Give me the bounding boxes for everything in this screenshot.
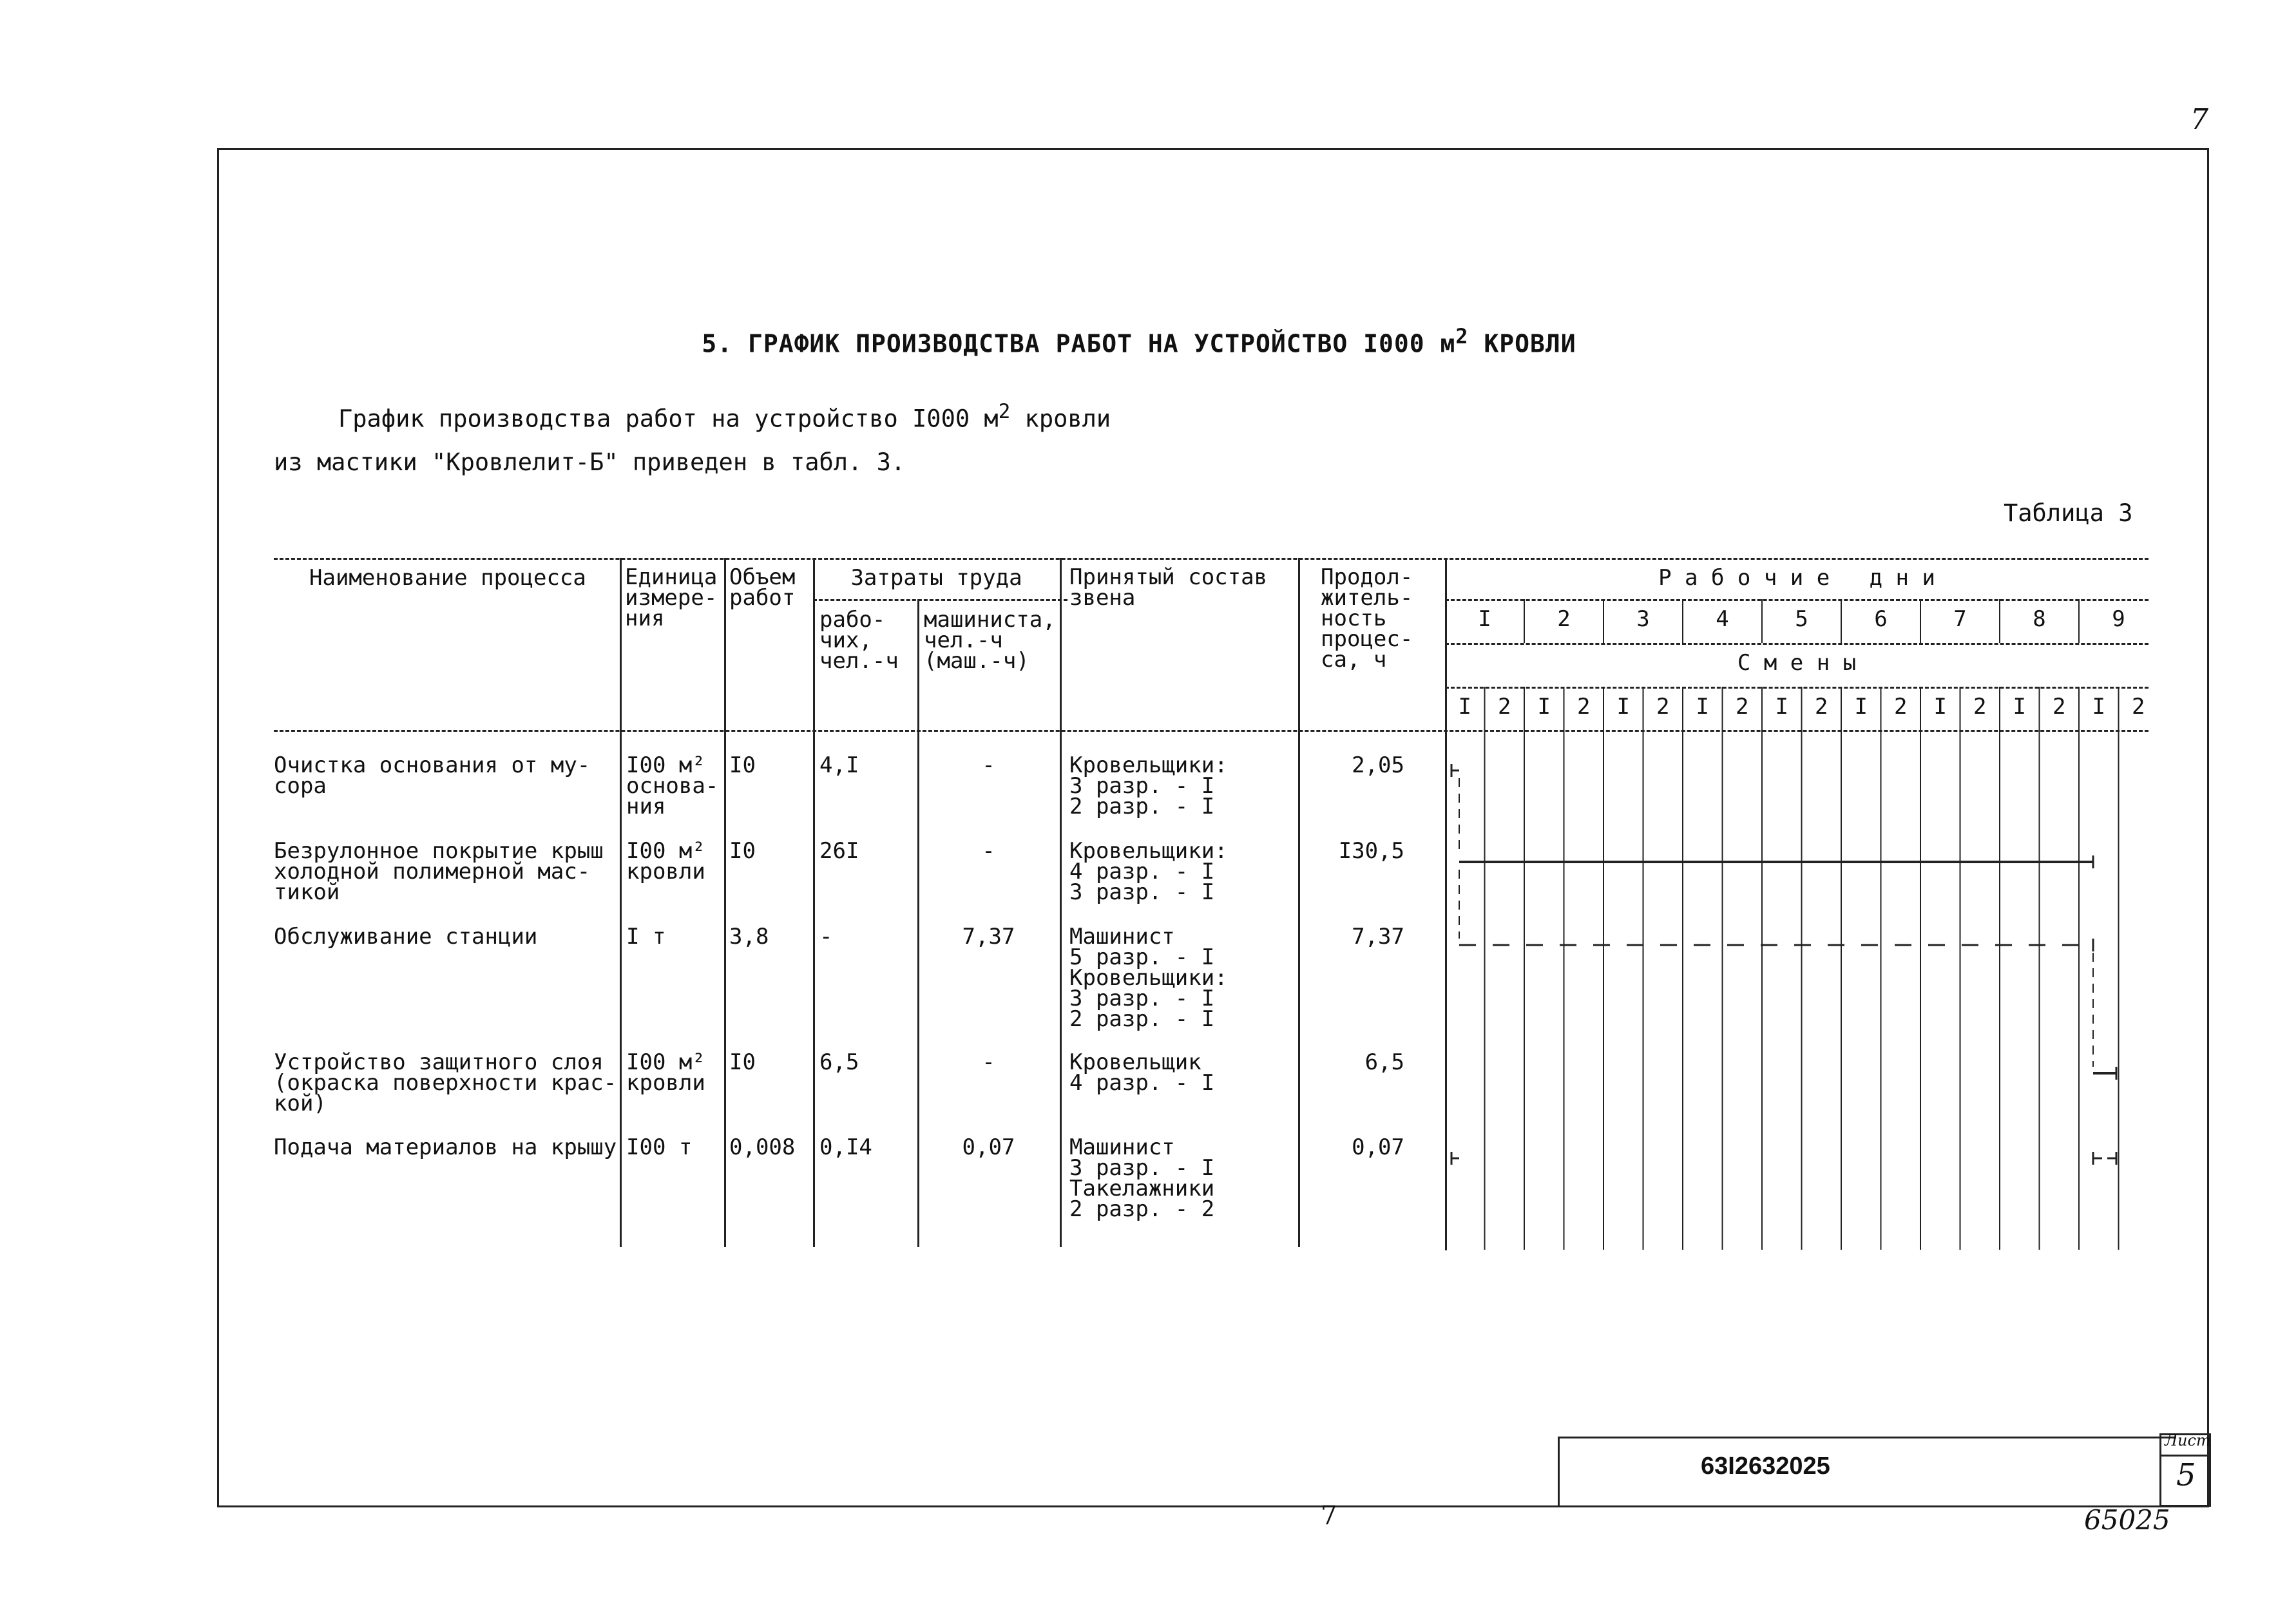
shift-label-12: 2	[1894, 694, 1908, 720]
sheet-divider	[2159, 1455, 2211, 1457]
row-2-process: Безрулонное покрытие крыш холодной полимерной мас- тикой	[274, 838, 604, 905]
shift-label-14: 2	[1973, 694, 1987, 720]
header-volume: Объем работ	[729, 564, 796, 611]
row-1-unit: I00 м² основа- ния	[626, 752, 719, 819]
bottom-archive-code: 65025	[2084, 1504, 2170, 1536]
day-label-9: 9	[2112, 606, 2125, 632]
shift-label-4: 2	[1577, 694, 1591, 720]
heading-prefix: 5. ГРАФИК ПРОИЗВОДСТВА РАБОТ НА УСТРОЙСТВО I000 м	[702, 329, 1456, 358]
shift-label-7: I	[1696, 694, 1709, 720]
row-4-duration: 6,5	[1364, 1049, 1404, 1075]
header-unit: Единица измере- ния	[625, 564, 718, 631]
row-5-machinist: 0,07	[962, 1134, 1015, 1160]
shift-label-1: I	[1458, 694, 1471, 720]
shift-label-2: 2	[1498, 694, 1511, 720]
row-5-process: Подача материалов на крышу	[274, 1134, 617, 1160]
shift-label-18: 2	[2132, 694, 2145, 720]
day-label-7: 7	[1953, 606, 1967, 632]
day-label-5: 5	[1795, 606, 1808, 632]
shift-label-8: 2	[1736, 694, 1749, 720]
header-labor: Затраты труда	[850, 565, 1022, 591]
row-2-workers: 26I	[819, 838, 859, 864]
top-page-number: 7	[2190, 103, 2208, 136]
shift-label-13: I	[1933, 694, 1947, 720]
header-labor-machinist: машиниста, чел.-ч (маш.-ч)	[924, 607, 1056, 674]
shift-label-6: 2	[1656, 694, 1670, 720]
row-3-machinist: 7,37	[962, 924, 1015, 950]
shift-label-16: 2	[2053, 694, 2066, 720]
row-2-machinist: -	[982, 838, 995, 864]
row-4-machinist: -	[982, 1049, 995, 1075]
title-block	[1558, 1437, 2176, 1507]
header-labor-workers: рабо- чих, чел.-ч	[819, 607, 899, 674]
intro-line1-sup: 2	[998, 400, 1011, 423]
row-4-volume: I0	[729, 1049, 756, 1075]
document-code: 63I2632025	[1701, 1453, 1830, 1480]
row-4-process: Устройство защитного слоя (окраска поверхности крас- кой)	[274, 1049, 617, 1116]
header-process: Наименование процесса	[309, 565, 586, 591]
row-3-duration: 7,37	[1352, 924, 1404, 950]
day-label-8: 8	[2033, 606, 2046, 632]
header-workdays: Р а б о ч и е д н и	[1658, 565, 1935, 591]
row-1-process: Очистка основания от му- сора	[274, 752, 591, 799]
intro-line-2: из мастики "Кровлелит-Б" приведен в табл. 3.	[274, 448, 906, 477]
day-label-3: 3	[1636, 606, 1650, 632]
row-1-crew: Кровельщики: 3 разр. - I 2 разр. - I	[1069, 752, 1228, 819]
shift-label-5: I	[1616, 694, 1630, 720]
row-1-volume: I0	[729, 752, 756, 778]
row-4-unit: I00 м² кровли	[626, 1049, 705, 1096]
day-label-2: 2	[1557, 606, 1571, 632]
row-1-machinist: -	[982, 752, 995, 778]
row-5-unit: I00 т	[626, 1134, 693, 1160]
day-label-4: 4	[1716, 606, 1729, 632]
row-5-workers: 0,I4	[819, 1134, 872, 1160]
shift-label-10: 2	[1815, 694, 1828, 720]
row-3-workers: -	[819, 924, 833, 950]
bottom-page-number: 7	[1321, 1501, 1337, 1531]
row-3-unit: I т	[626, 924, 666, 950]
row-3-volume: 3,8	[729, 924, 769, 950]
row-2-crew: Кровельщики: 4 разр. - I 3 разр. - I	[1069, 838, 1228, 905]
row-5-crew: Машинист 3 разр. - I Такелажники 2 разр. - 2	[1069, 1134, 1215, 1222]
row-1-workers: 4,I	[819, 752, 859, 778]
shift-label-11: I	[1854, 694, 1868, 720]
header-crew: Принятый состав звена	[1069, 564, 1268, 611]
day-label-1: I	[1478, 606, 1491, 632]
shift-label-17: I	[2092, 694, 2105, 720]
row-5-volume: 0,008	[729, 1134, 796, 1160]
row-3-crew: Машинист 5 разр. - I Кровельщики: 3 разр. - I 2 разр. - I	[1069, 924, 1228, 1032]
day-label-6: 6	[1874, 606, 1888, 632]
heading-sup: 2	[1455, 325, 1469, 349]
table-title: Таблица 3	[2004, 499, 2133, 527]
row-3-process: Обслуживание станции	[274, 924, 538, 950]
shift-label-9: I	[1775, 694, 1788, 720]
sheet-number: 5	[2176, 1457, 2196, 1493]
shift-label-15: I	[2013, 694, 2026, 720]
intro-line1-b: кровли	[1010, 405, 1111, 433]
header-duration: Продол- житель- ность процес- са, ч	[1321, 564, 1413, 673]
row-2-unit: I00 м² кровли	[626, 838, 705, 884]
sheet-label: Лист	[2165, 1431, 2211, 1449]
row-5-duration: 0,07	[1352, 1134, 1404, 1160]
row-1-duration: 2,05	[1352, 752, 1404, 778]
row-4-crew: Кровельщик 4 разр. - I	[1069, 1049, 1215, 1096]
intro-line1-a: График производства работ на устройство I000 м	[338, 405, 999, 433]
row-2-duration: I30,5	[1338, 838, 1404, 864]
row-2-volume: I0	[729, 838, 756, 864]
shift-label-3: I	[1537, 694, 1551, 720]
heading-suffix: КРОВЛИ	[1468, 329, 1576, 358]
header-shifts: С м е н ы	[1737, 650, 1857, 676]
row-4-workers: 6,5	[819, 1049, 859, 1075]
